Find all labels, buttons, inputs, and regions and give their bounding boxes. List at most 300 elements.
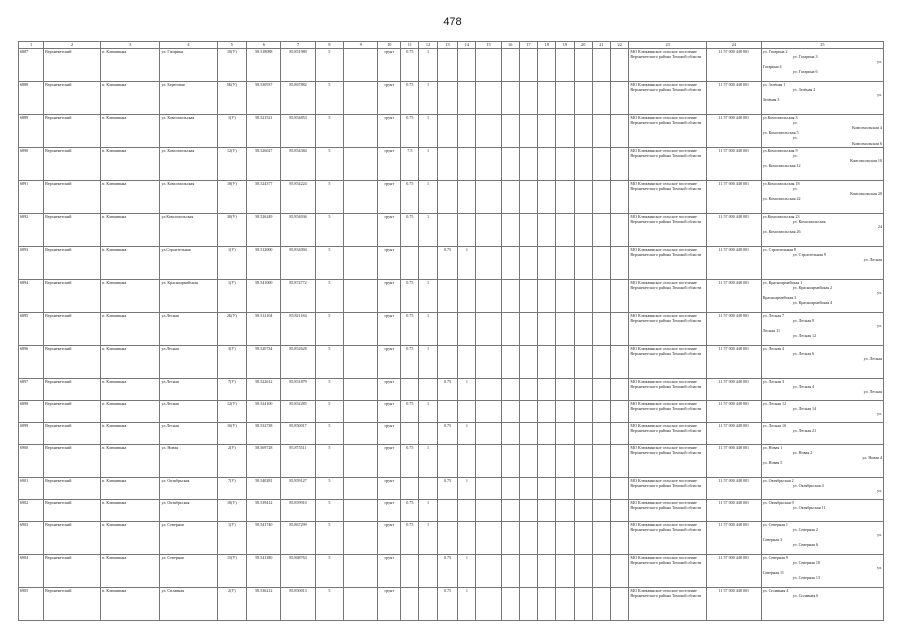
empty-cell [556, 423, 574, 445]
empty-cell [611, 148, 629, 181]
settlement-cell: п. Клюквинка [101, 313, 160, 346]
empty-cell [538, 478, 556, 500]
empty-cell [538, 346, 556, 379]
address-line: Северная 3 [762, 537, 783, 543]
empty-cell [344, 280, 378, 313]
address-line: ул. [792, 135, 798, 141]
empty-cell [344, 148, 378, 181]
col11-cell: 0.75 [401, 313, 419, 346]
address-line: ул. Лесная 4 [762, 346, 785, 351]
empty-cell [519, 522, 537, 555]
empty-cell [574, 555, 592, 588]
col13-cell [437, 401, 458, 423]
table-row [19, 280, 884, 313]
empty-cell [574, 478, 592, 500]
address-line: ул. Октябрьская 11 [792, 505, 826, 511]
empty-cell [344, 500, 378, 522]
house-cell: 10(У) [217, 49, 247, 82]
street-cell: ул. Комсомольская [160, 181, 217, 214]
longitude-cell: 85.875511 [281, 445, 315, 478]
address-line: Комсомольская 6 [852, 140, 882, 146]
col13-cell: 0.75 [437, 379, 458, 401]
empty-cell [611, 49, 629, 82]
address-line: ул. Северная 10 [792, 560, 821, 566]
empty-cell [556, 379, 574, 401]
col8-cell: 5 [315, 247, 344, 280]
address-line: ул. Лесная 14 [792, 406, 817, 412]
house-cell: 18(У) [217, 500, 247, 522]
house-cell: 1(У) [217, 115, 247, 148]
col8-cell: 5 [315, 423, 344, 445]
column-number: 25 [761, 42, 883, 49]
empty-cell [592, 49, 610, 82]
column-number: 9 [344, 42, 378, 49]
longitude-cell: 85.834094 [281, 247, 315, 280]
empty-cell [611, 423, 629, 445]
empty-cell [476, 313, 501, 346]
col14-cell [458, 82, 476, 115]
address-list-cell [761, 280, 883, 313]
address-list-cell [761, 214, 883, 247]
column-number: 21 [592, 42, 610, 49]
house-cell: 7(У) [217, 379, 247, 401]
empty-cell [592, 346, 610, 379]
district-cell: Верхнекетский [44, 313, 101, 346]
empty-cell [611, 401, 629, 423]
district-cell: Верхнекетский [44, 49, 101, 82]
empty-cell [611, 181, 629, 214]
col14-cell [458, 214, 476, 247]
address-list-cell [761, 522, 883, 555]
col13-cell [437, 445, 458, 478]
empty-cell [574, 588, 592, 621]
empty-cell [519, 115, 537, 148]
empty-cell [344, 379, 378, 401]
latitude-cell: 58.526027 [247, 148, 281, 181]
col11-cell: 0.75 [401, 500, 419, 522]
col14-cell [458, 148, 476, 181]
col14-cell [458, 522, 476, 555]
column-number: 14 [458, 42, 476, 49]
okato-cell: 11 57 000 448 001 [706, 379, 761, 401]
empty-cell [556, 478, 574, 500]
empty-cell [556, 49, 574, 82]
latitude-cell: 58.532738 [247, 423, 281, 445]
surface-cell: грунт [378, 346, 401, 379]
district-cell: Верхнекетский [44, 522, 101, 555]
address-line: ул. [877, 532, 882, 538]
address-line: ул. Красноармейская 2 [792, 285, 833, 291]
address-line: ул. Северная 9 [762, 555, 788, 560]
empty-cell [344, 588, 378, 621]
col8-cell: 5 [315, 522, 344, 555]
row-number-cell: 6899 [19, 423, 44, 445]
address-line: ул. Лесная 16 [762, 423, 787, 428]
address-list-cell [761, 379, 883, 401]
table-row [19, 445, 884, 478]
address-list-cell [761, 588, 883, 621]
empty-cell [501, 555, 519, 588]
empty-cell [574, 214, 592, 247]
settlement-cell: п. Клюквинка [101, 214, 160, 247]
address-list-cell [761, 478, 883, 500]
street-cell: ул. Октябрьская [160, 500, 217, 522]
address-line: ул. Новая 5 [762, 460, 783, 466]
col11-cell: 0.75 [401, 346, 419, 379]
col13-cell [437, 148, 458, 181]
address-line: ул. Сплавная 6 [792, 593, 819, 599]
empty-cell [476, 49, 501, 82]
empty-cell [519, 280, 537, 313]
latitude-cell: 58.512104 [247, 313, 281, 346]
empty-cell [519, 247, 537, 280]
column-number: 4 [160, 42, 217, 49]
col12-cell: 1 [419, 500, 437, 522]
address-line: ул. Лесная [863, 257, 882, 263]
surface-cell: грунт [378, 522, 401, 555]
col12-cell [419, 247, 437, 280]
table-row [19, 555, 884, 588]
street-cell: ул. Красноармейская [160, 280, 217, 313]
column-numbers-row [19, 42, 884, 49]
surface-cell: грунт [378, 423, 401, 445]
empty-cell [592, 280, 610, 313]
longitude-cell: 85.867299 [281, 522, 315, 555]
empty-cell [556, 346, 574, 379]
empty-cell [476, 148, 501, 181]
col11-cell [401, 588, 419, 621]
col11-cell [401, 247, 419, 280]
empty-cell [611, 247, 629, 280]
district-cell: Верхнекетский [44, 115, 101, 148]
empty-cell [519, 148, 537, 181]
settlement-cell: п. Клюквинка [101, 49, 160, 82]
col11-cell [401, 478, 419, 500]
surface-cell: грунт [378, 280, 401, 313]
col13-cell [437, 522, 458, 555]
empty-cell [344, 313, 378, 346]
empty-cell [592, 181, 610, 214]
empty-cell [592, 445, 610, 478]
empty-cell [344, 82, 378, 115]
empty-cell [501, 379, 519, 401]
district-cell: Верхнекетский [44, 214, 101, 247]
empty-cell [344, 115, 378, 148]
col14-cell: 1 [458, 555, 476, 588]
latitude-cell: 58.569728 [247, 445, 281, 478]
empty-cell [574, 522, 592, 555]
col13-cell [437, 49, 458, 82]
okato-cell: 11 57 000 448 001 [706, 280, 761, 313]
empty-cell [344, 49, 378, 82]
okato-cell: 11 57 000 448 001 [706, 148, 761, 181]
settlement-cell: п. Клюквинка [101, 522, 160, 555]
address-line: ул. Лесная 7 [762, 313, 785, 318]
empty-cell [501, 247, 519, 280]
col11-cell: 0.75 [401, 115, 419, 148]
col12-cell: 1 [419, 148, 437, 181]
row-number-cell: 6887 [19, 49, 44, 82]
longitude-cell: 85.821184 [281, 313, 315, 346]
district-cell: Верхнекетский [44, 346, 101, 379]
address-line: ул. Северная 1 [762, 522, 788, 527]
col14-cell: 1 [458, 588, 476, 621]
house-cell: 1(У) [217, 522, 247, 555]
empty-cell [476, 555, 501, 588]
address-line: ул. [792, 120, 798, 126]
col12-cell: 1 [419, 313, 437, 346]
address-line: ул. Северная 6 [792, 542, 818, 548]
longitude-cell: 85.851980 [281, 49, 315, 82]
col12-cell: 1 [419, 445, 437, 478]
empty-cell [538, 401, 556, 423]
col13-cell: 0.75 [437, 555, 458, 588]
okato-cell: 11 57 000 448 001 [706, 500, 761, 522]
col13-cell [437, 346, 458, 379]
settlement-cell: п. Клюквинка [101, 280, 160, 313]
owner-cell: МО Клюквинское сельское поселение Верхнекетского района Томской области [629, 588, 707, 621]
empty-cell [592, 379, 610, 401]
settlement-cell: п. Клюквинка [101, 247, 160, 280]
empty-cell [501, 500, 519, 522]
empty-cell [556, 247, 574, 280]
owner-cell: МО Клюквинское сельское поселение Верхнекетского района Томской области [629, 49, 707, 82]
street-cell: ул. Гагарина [160, 49, 217, 82]
settlement-cell: п. Клюквинка [101, 346, 160, 379]
address-line: ул. Новая 4 [862, 455, 882, 461]
empty-cell [476, 423, 501, 445]
street-cell: ул.Лесная [160, 313, 217, 346]
col14-cell [458, 313, 476, 346]
empty-cell [556, 280, 574, 313]
address-list-cell [761, 445, 883, 478]
district-cell: Верхнекетский [44, 445, 101, 478]
empty-cell [592, 313, 610, 346]
empty-cell [519, 401, 537, 423]
column-number: 19 [556, 42, 574, 49]
col12-cell [419, 379, 437, 401]
row-number-cell: 6901 [19, 478, 44, 500]
col8-cell: 5 [315, 82, 344, 115]
empty-cell [592, 478, 610, 500]
latitude-cell: 58.512000 [247, 247, 281, 280]
street-cell: ул.Комсомольская [160, 214, 217, 247]
col13-cell [437, 500, 458, 522]
col13-cell: 0.75 [437, 588, 458, 621]
empty-cell [592, 500, 610, 522]
empty-cell [611, 445, 629, 478]
surface-cell: грунт [378, 82, 401, 115]
longitude-cell: 85.859127 [281, 478, 315, 500]
col12-cell: 1 [419, 181, 437, 214]
address-line: ул.Комсомольская 23 [762, 214, 800, 219]
owner-cell: МО Клюквинское сельское поселение Верхнекетского района Томской области [629, 478, 707, 500]
address-line: ул. Лесная [863, 356, 882, 362]
page-number: 478 [443, 16, 462, 28]
col11-cell: 0.75 [401, 401, 419, 423]
empty-cell [476, 401, 501, 423]
settlement-cell: п. Клюквинка [101, 500, 160, 522]
settlement-cell: п. Клюквинка [101, 181, 160, 214]
settlement-cell: п. Клюквинка [101, 115, 160, 148]
okato-cell: 11 57 000 448 001 [706, 115, 761, 148]
owner-cell: МО Клюквинское сельское поселение Верхнекетского района Томской области [629, 115, 707, 148]
address-line: ул. Комсомольская 12 [762, 163, 801, 169]
empty-cell [556, 148, 574, 181]
district-cell: Верхнекетский [44, 401, 101, 423]
address-line: ул. Гагарина 2 [762, 49, 788, 54]
settlement-cell: п. Клюквинка [101, 555, 160, 588]
table-row [19, 478, 884, 500]
row-number-cell: 6904 [19, 555, 44, 588]
latitude-cell: 58.522612 [247, 379, 281, 401]
house-cell: 1(У) [217, 280, 247, 313]
column-number: 20 [574, 42, 592, 49]
address-line: ул. Лесная 12 [762, 401, 787, 406]
okato-cell: 11 57 000 448 001 [706, 346, 761, 379]
empty-cell [501, 82, 519, 115]
col14-cell [458, 401, 476, 423]
okato-cell: 11 57 000 448 001 [706, 401, 761, 423]
latitude-cell: 58.541180 [247, 555, 281, 588]
row-number-cell: 6898 [19, 401, 44, 423]
longitude-cell: 85.854384 [281, 148, 315, 181]
col11-cell: 0.75 [401, 445, 419, 478]
empty-cell [501, 522, 519, 555]
empty-cell [538, 313, 556, 346]
col14-cell [458, 115, 476, 148]
row-number-cell: 6892 [19, 214, 44, 247]
latitude-cell: 58.536212 [247, 588, 281, 621]
address-list-cell [761, 401, 883, 423]
empty-cell [501, 280, 519, 313]
address-line: ул. Строительная 8 [762, 247, 796, 252]
col11-cell: 0.75 [401, 49, 419, 82]
owner-cell: МО Клюквинское сельское поселение Верхнекетского района Томской области [629, 82, 707, 115]
latitude-cell: 58.518088 [247, 49, 281, 82]
address-line: Комсомольская 4 [852, 125, 882, 131]
address-line: Комсомольская 20 [850, 191, 882, 197]
empty-cell [344, 522, 378, 555]
okato-cell: 11 57 000 448 001 [706, 555, 761, 588]
col11-cell: 0.75 [401, 214, 419, 247]
district-cell: Верхнекетский [44, 148, 101, 181]
longitude-cell: 85.874772 [281, 280, 315, 313]
longitude-cell: 85.854224 [281, 181, 315, 214]
district-cell: Верхнекетский [44, 181, 101, 214]
empty-cell [476, 280, 501, 313]
district-cell: Верхнекетский [44, 423, 101, 445]
empty-cell [574, 401, 592, 423]
address-line: ул. [877, 411, 882, 417]
street-cell: ул. Комсомольская [160, 148, 217, 181]
address-line: ул. [877, 565, 882, 571]
row-number-cell: 6902 [19, 500, 44, 522]
empty-cell [476, 500, 501, 522]
empty-cell [501, 588, 519, 621]
address-line: ул.Комсомольская 18 [762, 181, 800, 186]
street-cell: ул.Лесная [160, 379, 217, 401]
col13-cell: 0.75 [437, 423, 458, 445]
surface-cell: грунт [378, 445, 401, 478]
house-cell: 1(У) [217, 247, 247, 280]
okato-cell: 11 57 000 448 001 [706, 522, 761, 555]
surface-cell: грунт [378, 379, 401, 401]
address-list-cell [761, 247, 883, 280]
address-line: Красноармейская 3 [762, 295, 797, 301]
address-list-cell [761, 49, 883, 82]
col12-cell: 1 [419, 115, 437, 148]
okato-cell: 11 57 000 448 001 [706, 82, 761, 115]
empty-cell [519, 214, 537, 247]
empty-cell [344, 247, 378, 280]
empty-cell [344, 478, 378, 500]
owner-cell: МО Клюквинское сельское поселение Верхнекетского района Томской области [629, 214, 707, 247]
empty-cell [538, 555, 556, 588]
empty-cell [538, 423, 556, 445]
col12-cell: 1 [419, 280, 437, 313]
address-line: ул. Лесная 21 [792, 428, 817, 434]
col14-cell [458, 445, 476, 478]
col12-cell [419, 423, 437, 445]
empty-cell [574, 379, 592, 401]
empty-cell [519, 555, 537, 588]
empty-cell [556, 181, 574, 214]
owner-cell: МО Клюквинское сельское поселение Верхнекетского района Томской области [629, 522, 707, 555]
empty-cell [344, 555, 378, 588]
address-line: ул. Лесная 12 [792, 333, 817, 339]
empty-cell [501, 214, 519, 247]
empty-cell [538, 280, 556, 313]
empty-cell [476, 214, 501, 247]
empty-cell [501, 148, 519, 181]
table-row [19, 588, 884, 621]
house-cell: 2(У) [217, 588, 247, 621]
col12-cell: 1 [419, 346, 437, 379]
address-line: Гагарина 4 [762, 64, 782, 70]
address-line: ул. [877, 488, 882, 494]
col8-cell: 5 [315, 379, 344, 401]
latitude-cell: 58.524100 [247, 401, 281, 423]
empty-cell [344, 401, 378, 423]
address-line: ул.Комсомольская 9 [762, 148, 798, 153]
empty-cell [574, 148, 592, 181]
empty-cell [519, 49, 537, 82]
column-number: 13 [437, 42, 458, 49]
street-cell: ул. Комсомольская [160, 115, 217, 148]
longitude-cell: 85.852628 [281, 346, 315, 379]
address-list-cell [761, 555, 883, 588]
street-cell: ул. Береговая [160, 82, 217, 115]
district-cell: Верхнекетский [44, 82, 101, 115]
col12-cell: 1 [419, 401, 437, 423]
surface-cell: грунт [378, 401, 401, 423]
longitude-cell: 85.850017 [281, 423, 315, 445]
empty-cell [592, 148, 610, 181]
column-number: 2 [44, 42, 101, 49]
street-cell: ул.Лесная [160, 401, 217, 423]
empty-cell [592, 401, 610, 423]
address-line: Северная 11 [762, 570, 784, 576]
okato-cell: 11 57 000 448 001 [706, 313, 761, 346]
empty-cell [344, 445, 378, 478]
empty-cell [538, 214, 556, 247]
column-number: 11 [401, 42, 419, 49]
okato-cell: 11 57 000 448 001 [706, 49, 761, 82]
column-number: 16 [501, 42, 519, 49]
settlement-cell: п. Клюквинка [101, 423, 160, 445]
house-cell: 3(У) [217, 346, 247, 379]
